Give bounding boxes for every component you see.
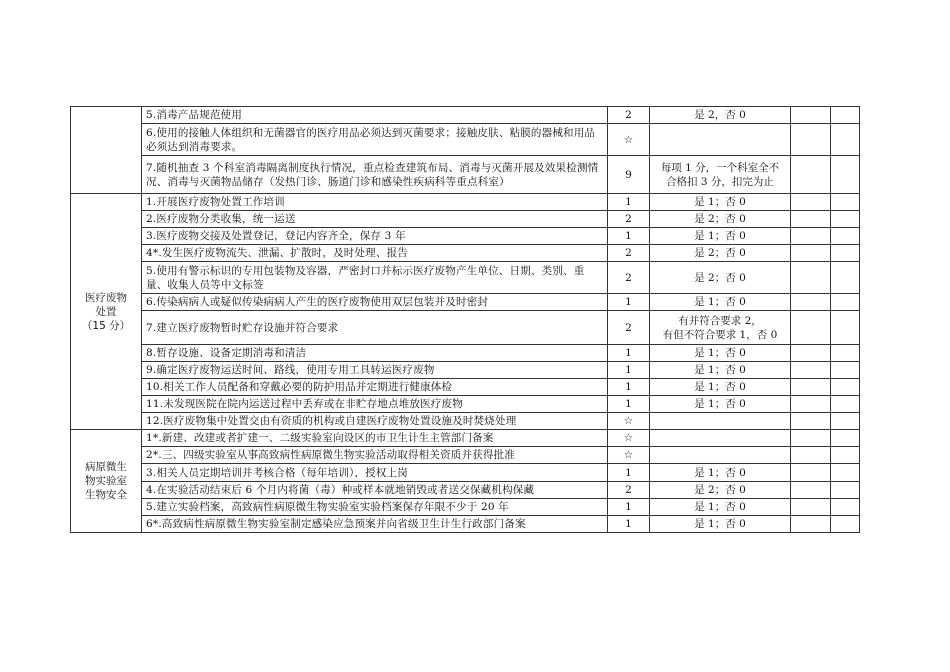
- table-row: [71, 194, 860, 211]
- remarks-cell: [831, 124, 860, 156]
- scoring-method-line: 是 1；否 0: [694, 398, 746, 410]
- scoring-method-cell: [650, 194, 791, 211]
- actual-score-cell: [791, 262, 831, 294]
- actual-score-cell: [791, 464, 831, 482]
- table-row: [71, 413, 860, 430]
- table-row: [71, 107, 860, 124]
- score-cell: 1: [608, 396, 650, 413]
- scoring-method-line: 是 2；否 0: [694, 271, 746, 284]
- scoring-method-line: 是 1；否 0: [694, 381, 746, 393]
- inspection-item: 7.建立医疗废物暂时贮存设施并符合要求: [142, 311, 608, 345]
- actual-score-cell: [791, 447, 831, 464]
- category-label: 物实验室: [85, 475, 127, 487]
- scoring-method-cell: [650, 245, 791, 262]
- scoring-method-cell: [650, 311, 791, 345]
- table-row: [71, 379, 860, 396]
- table-row: [71, 345, 860, 362]
- inspection-item: 2.医疗废物分类收集，统一运送: [142, 211, 608, 228]
- scoring-method-cell: [650, 447, 791, 464]
- inspection-item: 5.建立实验档案，高致病性病原微生物实验室实验档案保存年限不少于 20 年: [142, 499, 608, 516]
- table-row: [71, 294, 860, 311]
- remarks-cell: [831, 107, 860, 124]
- scoring-method-line: 是 1；否 0: [694, 364, 746, 376]
- score-cell: 1: [608, 362, 650, 379]
- remarks-cell: [831, 482, 860, 499]
- scoring-method-line: 是 1；否 0: [694, 196, 746, 208]
- inspection-item: 3.相关人员定期培训并考核合格（每年培训），授权上岗: [142, 464, 608, 482]
- remarks-cell: [831, 345, 860, 362]
- remarks-cell: [831, 516, 860, 533]
- inspection-item: 4*.发生医疗废物流失、泄漏、扩散时，及时处理、报告: [142, 245, 608, 262]
- inspection-item: 8.暂存设施、设备定期消毒和清洁: [142, 345, 608, 362]
- inspection-item: 11.未发现医院在院内运送过程中丢弃或在非贮存地点堆放医疗废物: [142, 396, 608, 413]
- score-cell: ☆: [608, 413, 650, 430]
- scoring-method-line: 是 2；否 0: [694, 247, 746, 259]
- remarks-cell: [831, 464, 860, 482]
- actual-score-cell: [791, 379, 831, 396]
- remarks-cell: [831, 228, 860, 245]
- inspection-item: 7.随机抽查 3 个科室消毒隔离制度执行情况，重点检查建筑布局、消毒与灭菌开展及效果检测情况、消毒与灭菌物品储存（发热门诊、肠道门诊和感染性疾病科等重点科室）: [142, 156, 608, 194]
- table-row: [71, 262, 860, 294]
- table-row: [71, 311, 860, 345]
- category-label: 病原微生: [85, 461, 127, 473]
- table-row: [71, 396, 860, 413]
- scoring-method-cell: [650, 124, 791, 156]
- score-cell: 2: [608, 211, 650, 228]
- scoring-method-cell: [650, 345, 791, 362]
- scoring-method-line: 合格扣 3 分，扣完为止: [666, 175, 774, 188]
- score-cell: 1: [608, 228, 650, 245]
- category-cell: [71, 194, 142, 430]
- actual-score-cell: [791, 499, 831, 516]
- actual-score-cell: [791, 107, 831, 124]
- remarks-cell: [831, 499, 860, 516]
- table-row: [71, 447, 860, 464]
- actual-score-cell: [791, 482, 831, 499]
- table-row: [71, 156, 860, 194]
- scoring-method-cell: [650, 362, 791, 379]
- category-label: （15 分）: [81, 319, 131, 332]
- remarks-cell: [831, 156, 860, 194]
- scoring-method-line: 是 1；否 0: [694, 230, 746, 242]
- scoring-method-line: 有并符合要求 2，: [678, 314, 762, 327]
- remarks-cell: [831, 413, 860, 430]
- score-cell: 1: [608, 464, 650, 482]
- actual-score-cell: [791, 516, 831, 533]
- score-cell: ☆: [608, 447, 650, 464]
- remarks-cell: [831, 294, 860, 311]
- inspection-item: 1.开展医疗废物处置工作培训: [142, 194, 608, 211]
- score-cell: ☆: [608, 430, 650, 447]
- inspection-item: 9.确定医疗废物运送时间、路线，使用专用工具转运医疗废物: [142, 362, 608, 379]
- scoring-method-line: 是 2，否 0: [694, 109, 746, 121]
- actual-score-cell: [791, 311, 831, 345]
- remarks-cell: [831, 362, 860, 379]
- category-label: 医疗废物: [85, 291, 127, 304]
- actual-score-cell: [791, 194, 831, 211]
- score-cell: 1: [608, 194, 650, 211]
- score-cell: 2: [608, 262, 650, 294]
- scoring-method-cell: [650, 516, 791, 533]
- remarks-cell: [831, 245, 860, 262]
- table-row: [71, 362, 860, 379]
- remarks-cell: [831, 430, 860, 447]
- score-cell: 1: [608, 516, 650, 533]
- inspection-item: 1*.新建、改建或者扩建一、二级实验室向设区的市卫生计生主管部门备案: [142, 430, 608, 447]
- actual-score-cell: [791, 228, 831, 245]
- table-row: [71, 499, 860, 516]
- remarks-cell: [831, 379, 860, 396]
- table-row: [71, 430, 860, 447]
- table-row: [71, 228, 860, 245]
- score-cell: 1: [608, 499, 650, 516]
- actual-score-cell: [791, 156, 831, 194]
- scoring-method-cell: [650, 379, 791, 396]
- scoring-method-line: 是 1；否 0: [694, 518, 746, 530]
- score-cell: 2: [608, 482, 650, 499]
- inspection-item: 12.医疗废物集中处置交由有资质的机构或自建医疗废物处置设施及时焚烧处理: [142, 413, 608, 430]
- remarks-cell: [831, 194, 860, 211]
- scoring-method-line: 每项 1 分，一个科室全不: [660, 161, 780, 174]
- inspection-item: 4.在实验活动结束后 6 个月内将菌（毒）种或样本就地销毁或者送交保藏机构保藏: [142, 482, 608, 499]
- scoring-method-cell: [650, 413, 791, 430]
- scoring-method-cell: [650, 294, 791, 311]
- category-cell: [71, 107, 142, 194]
- scoring-method-cell: [650, 262, 791, 294]
- table-row: [71, 482, 860, 499]
- scoring-method-line: 是 1；否 0: [694, 501, 746, 513]
- scoring-method-cell: [650, 156, 791, 194]
- actual-score-cell: [791, 124, 831, 156]
- score-cell: 2: [608, 245, 650, 262]
- remarks-cell: [831, 311, 860, 345]
- scoring-method-line: 有但不符合要求 1，否 0: [662, 328, 778, 341]
- scoring-method-cell: [650, 211, 791, 228]
- score-cell: 1: [608, 379, 650, 396]
- table-row: [71, 245, 860, 262]
- actual-score-cell: [791, 345, 831, 362]
- scoring-method-line: 是 2；否 0: [694, 484, 746, 496]
- scoring-method-line: 是 2；否 0: [694, 213, 746, 225]
- table-row: [71, 211, 860, 228]
- remarks-cell: [831, 396, 860, 413]
- remarks-cell: [831, 447, 860, 464]
- actual-score-cell: [791, 245, 831, 262]
- scoring-method-line: 是 1；否 0: [694, 296, 746, 308]
- inspection-item: 3.医疗废物交接及处置登记，登记内容齐全，保存 3 年: [142, 228, 608, 245]
- inspection-item: 6*.高致病性病原微生物实验室制定感染应急预案并向省级卫生计生行政部门备案: [142, 516, 608, 533]
- scoring-method-cell: [650, 430, 791, 447]
- actual-score-cell: [791, 362, 831, 379]
- scoring-method-cell: [650, 482, 791, 499]
- remarks-cell: [831, 211, 860, 228]
- scoring-method-cell: [650, 499, 791, 516]
- inspection-item: 10.相关工作人员配备和穿戴必要的防护用品并定期进行健康体检: [142, 379, 608, 396]
- score-cell: 2: [608, 311, 650, 345]
- actual-score-cell: [791, 396, 831, 413]
- score-cell: 2: [608, 107, 650, 124]
- inspection-item: 6.传染病病人或疑似传染病病人产生的医疗废物使用双层包装并及时密封: [142, 294, 608, 311]
- category-label: 生物安全: [85, 489, 127, 501]
- category-label: 处置: [95, 305, 117, 318]
- actual-score-cell: [791, 413, 831, 430]
- table-row: [71, 464, 860, 482]
- score-cell: 1: [608, 294, 650, 311]
- inspection-item: 6.使用的接触人体组织和无菌器官的医疗用品必须达到灭菌要求；接触皮肤、粘膜的器械和用品必须达到消毒要求。: [142, 124, 608, 156]
- inspection-table: [70, 106, 860, 533]
- score-cell: 9: [608, 156, 650, 194]
- actual-score-cell: [791, 211, 831, 228]
- category-cell: [71, 430, 142, 533]
- scoring-method-cell: [650, 464, 791, 482]
- score-cell: 1: [608, 345, 650, 362]
- scoring-method-line: 是 1；否 0: [694, 466, 746, 479]
- actual-score-cell: [791, 430, 831, 447]
- inspection-item: 2*.三、四级实验室从事高致病性病原微生物实验活动取得相关资质并获得批准: [142, 447, 608, 464]
- table-row: [71, 124, 860, 156]
- scoring-method-cell: [650, 228, 791, 245]
- scoring-method-line: 是 1；否 0: [694, 347, 746, 359]
- scoring-method-cell: [650, 107, 791, 124]
- scoring-method-cell: [650, 396, 791, 413]
- table-row: [71, 516, 860, 533]
- inspection-item: 5.使用有警示标识的专用包装物及容器，严密封口并标示医疗废物产生单位、日期、类别、重量、收集人员等中文标签: [142, 262, 608, 294]
- actual-score-cell: [791, 294, 831, 311]
- score-cell: ☆: [608, 124, 650, 156]
- remarks-cell: [831, 262, 860, 294]
- inspection-item: 5.消毒产品规范使用: [142, 107, 608, 124]
